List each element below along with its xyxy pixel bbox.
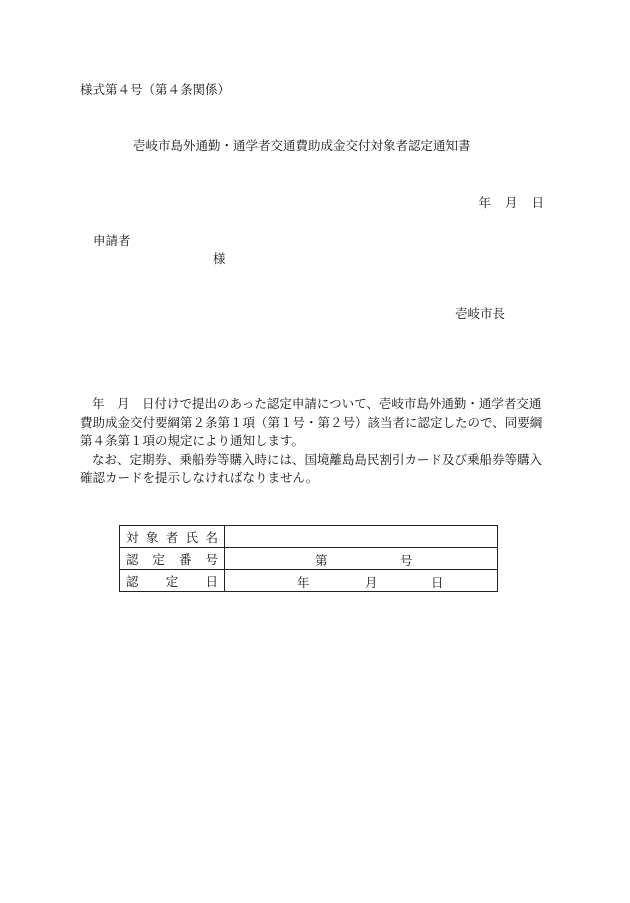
document-title: 壱岐市島外通勤・通学者交通費助成金交付対象者認定通知書 bbox=[133, 138, 471, 153]
date-day: 日 bbox=[531, 195, 544, 210]
recipient-info-table bbox=[119, 525, 498, 592]
certification-number-prefix: 第 bbox=[315, 553, 328, 568]
form-number: 様式第４号（第４条関係） bbox=[80, 82, 231, 97]
issue-date-line bbox=[464, 193, 544, 211]
certification-number-label: 認定番号 bbox=[120, 548, 225, 570]
table-row bbox=[120, 526, 498, 548]
date-year: 年 bbox=[478, 195, 491, 210]
certification-number-suffix: 号 bbox=[400, 553, 413, 568]
certification-date-label: 認定日 bbox=[120, 570, 225, 592]
notice-paragraph-2: なお、定期券、乗船券等購入時には、国境離島島民割引カード及び乗船券等購入確認カードを提示しなければなりません。 bbox=[80, 451, 543, 485]
certification-date-day: 日 bbox=[431, 575, 444, 590]
table-row bbox=[120, 548, 498, 570]
certification-date-year: 年 bbox=[297, 575, 310, 590]
certification-number-value bbox=[225, 548, 498, 570]
certification-date-month: 月 bbox=[365, 575, 378, 590]
notice-paragraph-1: 年 月 日付けで提出のあった認定申請について、壱岐市島外通勤・通学者交通費助成金交付要綱第２条第１項（第１号・第２号）該当者に認定したので、同要綱第４条第１項の規定により通知します。 bbox=[80, 396, 543, 448]
applicant-label: 申請者 bbox=[93, 233, 131, 248]
issuer-name: 壱岐市長 bbox=[454, 306, 505, 321]
date-month: 月 bbox=[504, 195, 518, 210]
certification-date-value bbox=[225, 570, 498, 592]
recipient-name-value bbox=[225, 526, 498, 548]
notice-body bbox=[80, 395, 550, 488]
applicant-honorific: 様 bbox=[213, 251, 226, 266]
table-row bbox=[120, 570, 498, 592]
recipient-name-label: 対象者氏名 bbox=[120, 526, 225, 548]
